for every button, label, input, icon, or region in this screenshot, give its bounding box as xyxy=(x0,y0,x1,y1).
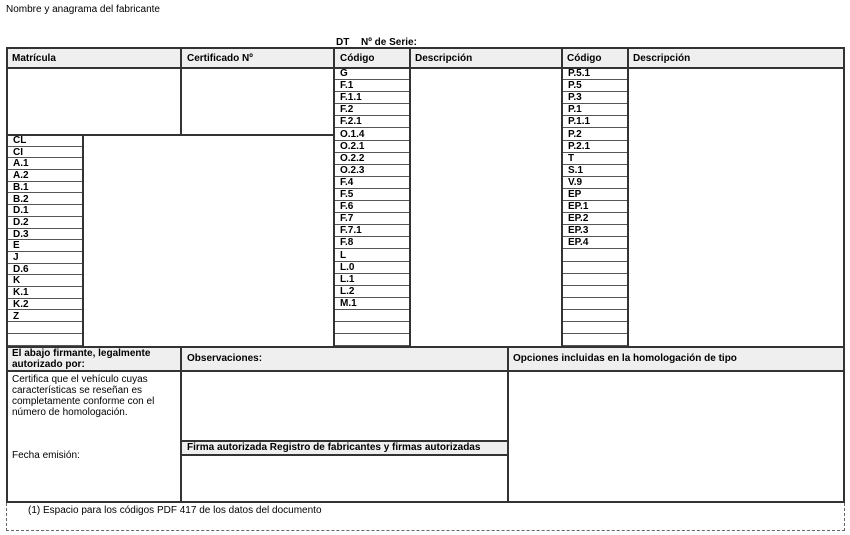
code-label: S.1 xyxy=(568,164,584,176)
code-label: D.3 xyxy=(13,228,29,240)
code-cell xyxy=(563,153,627,165)
code-label: L.1 xyxy=(340,273,355,285)
code-cell xyxy=(563,213,627,225)
code-label: F.6 xyxy=(340,201,354,213)
code-label: F.7.1 xyxy=(340,225,362,237)
code-cell xyxy=(8,229,82,241)
code-cell xyxy=(8,205,82,217)
code-label: J xyxy=(13,252,19,263)
code-cell xyxy=(563,250,627,262)
code-label: F.2 xyxy=(340,104,354,116)
code-cell xyxy=(563,201,627,213)
code-cell xyxy=(563,116,627,128)
code-label: F.4 xyxy=(340,176,354,188)
code-label: G xyxy=(340,68,348,79)
code-cell xyxy=(335,237,409,249)
code-label: D.1 xyxy=(13,205,29,217)
code-cell xyxy=(335,201,409,213)
code-cell xyxy=(335,141,409,153)
code-cell xyxy=(335,250,409,262)
code-label: O.2.3 xyxy=(340,164,365,176)
code-label: A.2 xyxy=(13,170,29,182)
code-cell xyxy=(335,298,409,310)
code-cell xyxy=(335,310,409,322)
code-label: F.5 xyxy=(340,189,354,200)
code-label: O.2.2 xyxy=(340,152,365,164)
matricula-header: Matrícula xyxy=(12,53,56,64)
dt-label: DT xyxy=(336,37,350,48)
code-cell xyxy=(335,286,409,298)
code-cell xyxy=(335,165,409,177)
form-table xyxy=(6,47,845,503)
code-cell xyxy=(563,298,627,310)
code-cell xyxy=(8,299,82,311)
code-label: Z xyxy=(13,310,20,322)
code-label: EP.1 xyxy=(568,201,589,213)
code-cell xyxy=(335,80,409,92)
code-cell xyxy=(563,274,627,286)
code-cell xyxy=(563,334,627,346)
code-label: EP.3 xyxy=(568,225,589,237)
code-cell xyxy=(335,189,409,201)
code-label: F.2.1 xyxy=(340,116,362,128)
code-cell xyxy=(8,217,82,229)
code-label: L.0 xyxy=(340,261,355,273)
code-cell xyxy=(563,237,627,249)
code-cell xyxy=(563,189,627,201)
code-label: EP xyxy=(568,189,582,200)
code-label: V.9 xyxy=(568,176,583,188)
footnote: (1) Espacio para los códigos PDF 417 de los datos del documento xyxy=(28,505,322,516)
code-cell xyxy=(8,264,82,276)
code-label: D.6 xyxy=(13,263,29,275)
code-label: M.1 xyxy=(340,297,357,309)
codigo-header-1: Código xyxy=(340,53,375,64)
code-label: B.1 xyxy=(13,181,29,193)
code-cell xyxy=(335,92,409,104)
code-cell xyxy=(8,311,82,323)
manufacturer-label: Nombre y anagrama del fabricante xyxy=(6,4,160,15)
code-cell xyxy=(8,194,82,206)
signature-heading: Firma autorizada Registro de fabricantes y firmas autorizadas xyxy=(187,442,481,453)
code-cell xyxy=(335,262,409,274)
code-label: A.1 xyxy=(13,158,29,170)
code-cell xyxy=(8,135,82,147)
code-label: F.8 xyxy=(340,237,354,249)
code-cell xyxy=(563,165,627,177)
code-label: K xyxy=(13,275,21,287)
code-label: F.7 xyxy=(340,213,354,225)
code-cell xyxy=(335,274,409,286)
code-label: E xyxy=(13,240,20,252)
options-heading: Opciones incluidas en la homologación de tipo xyxy=(513,353,737,364)
serial-label: Nº de Serie: xyxy=(361,37,417,48)
code-label: CL xyxy=(13,135,27,146)
code-cell xyxy=(563,262,627,274)
code-label: P.2 xyxy=(568,128,582,140)
code-label: P.5.1 xyxy=(568,68,591,79)
code-cell xyxy=(8,252,82,264)
certificado-header: Certificado Nº xyxy=(187,53,253,64)
code-cell xyxy=(335,116,409,128)
code-label: O.1.4 xyxy=(340,128,365,140)
code-cell xyxy=(563,286,627,298)
code-cell xyxy=(563,80,627,92)
code-cell xyxy=(563,310,627,322)
descripcion-header-1: Descripción xyxy=(415,53,473,64)
code-cell xyxy=(8,334,82,346)
code-label: P.1 xyxy=(568,104,582,116)
code-label: B.2 xyxy=(13,193,29,205)
code-label: P.1.1 xyxy=(568,116,591,128)
code-label: D.2 xyxy=(13,216,29,228)
code-label: P.3 xyxy=(568,92,582,104)
code-label: CI xyxy=(13,146,23,158)
code-label: O.2.1 xyxy=(340,140,365,152)
code-cell xyxy=(8,322,82,334)
code-cell xyxy=(8,158,82,170)
code-label: K.2 xyxy=(13,298,29,310)
code-cell xyxy=(8,275,82,287)
code-cell xyxy=(563,92,627,104)
observations-heading: Observaciones: xyxy=(187,353,263,364)
code-cell xyxy=(8,147,82,159)
code-cell xyxy=(563,68,627,80)
code-cell xyxy=(563,225,627,237)
code-cell xyxy=(335,153,409,165)
code-cell xyxy=(335,129,409,141)
signer-heading: El abajo firmante, legalmente autorizado por: xyxy=(12,348,151,370)
code-cell xyxy=(8,240,82,252)
descripcion-header-2: Descripción xyxy=(633,53,691,64)
code-cell xyxy=(335,68,409,80)
code-cell xyxy=(8,182,82,194)
code-label: F.1 xyxy=(340,80,354,92)
code-label: EP.4 xyxy=(568,237,589,249)
code-label: K.1 xyxy=(13,287,29,299)
code-cell xyxy=(8,287,82,299)
code-label: F.1.1 xyxy=(340,92,362,104)
code-cell xyxy=(335,334,409,346)
code-label: EP.2 xyxy=(568,213,589,225)
code-cell xyxy=(335,322,409,334)
code-cell xyxy=(563,129,627,141)
code-label: L.2 xyxy=(340,285,355,297)
code-cell xyxy=(563,141,627,153)
codigo-header-2: Código xyxy=(567,53,602,64)
code-label: P.5 xyxy=(568,80,582,92)
code-cell xyxy=(335,213,409,225)
code-cell xyxy=(563,322,627,334)
code-label: L xyxy=(340,249,347,261)
code-label: T xyxy=(568,152,575,164)
code-cell xyxy=(563,104,627,116)
code-cell xyxy=(563,177,627,189)
code-cell xyxy=(8,170,82,182)
certify-text: Certifica que el vehículo cuyas características se reseñan es completamente conforme con el número de homologación. xyxy=(12,374,155,418)
issue-date-label: Fecha emisión: xyxy=(12,450,80,461)
code-cell xyxy=(335,177,409,189)
code-cell xyxy=(335,225,409,237)
code-cell xyxy=(335,104,409,116)
code-label: P.2.1 xyxy=(568,140,591,152)
